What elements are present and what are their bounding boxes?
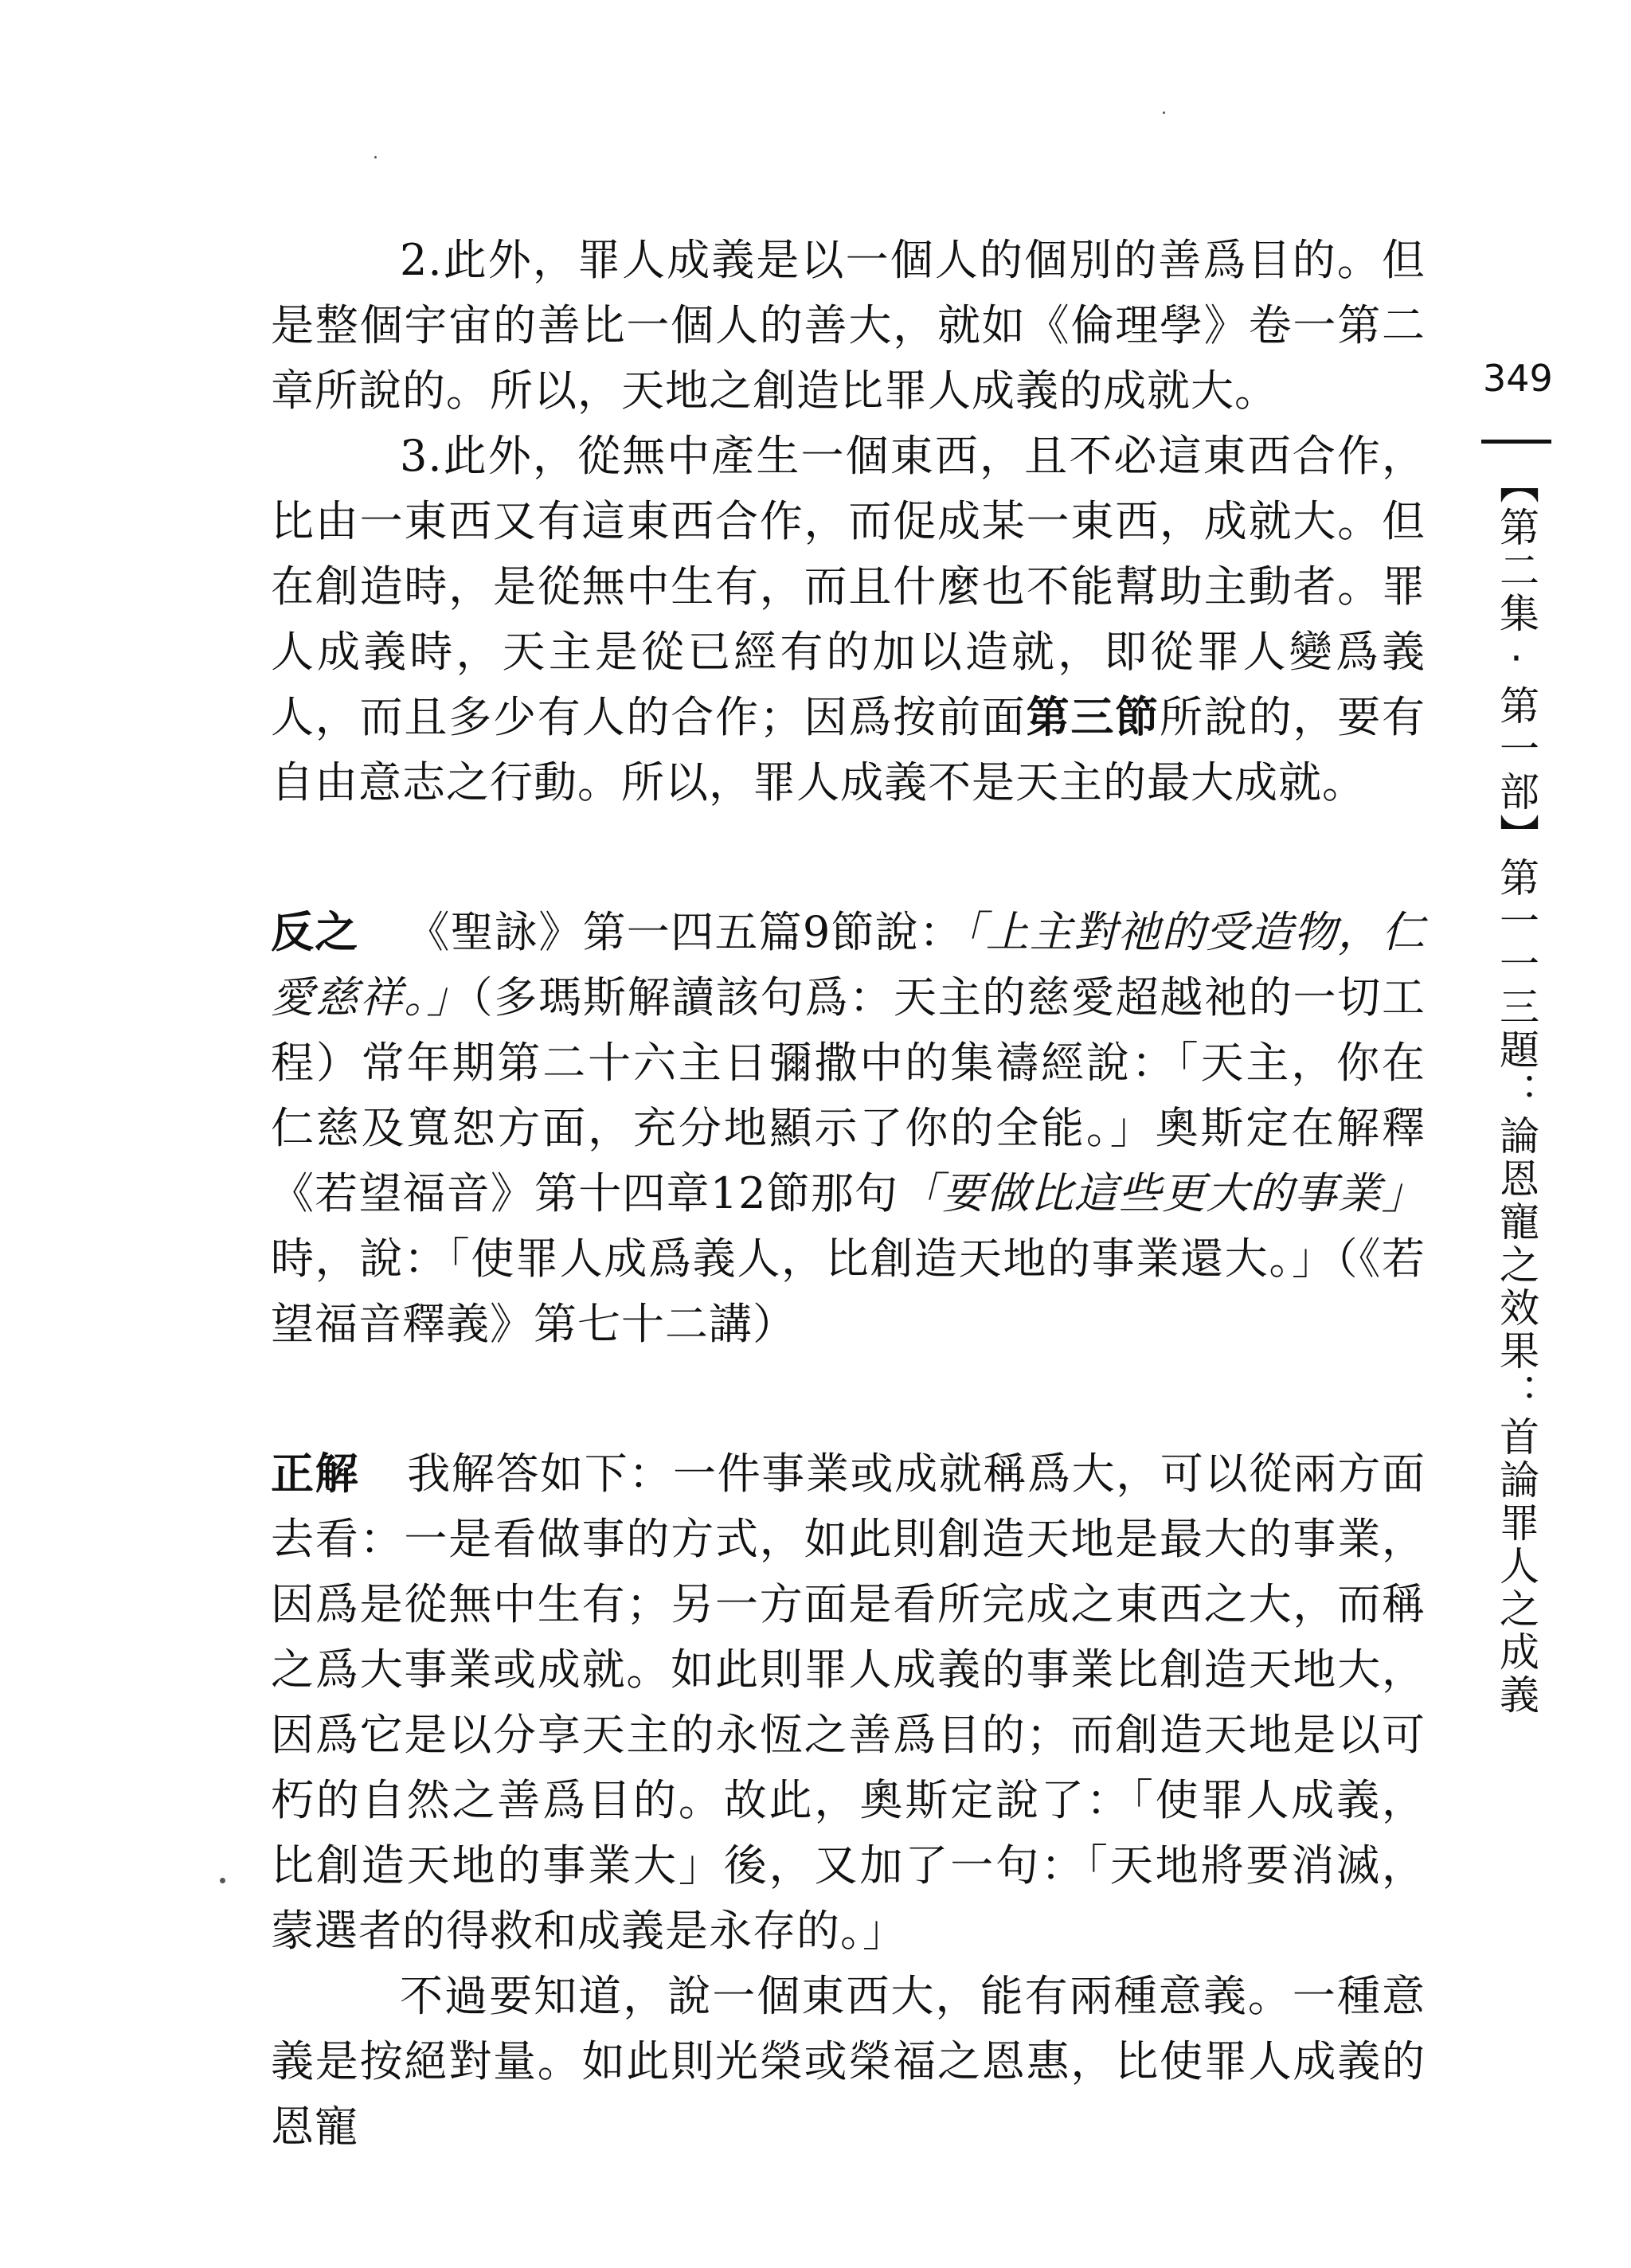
paragraph-sed-contra bbox=[271, 900, 1426, 1357]
running-head: 【第二集·第一部】第一一三題：論恩寵之效果：首論罪人之成義 bbox=[1493, 463, 1539, 1717]
sed-contra-text-a: 《聖詠》第一四五篇9節說： bbox=[406, 907, 964, 957]
scan-speck bbox=[1163, 111, 1165, 114]
respondeo-label: 正解 bbox=[271, 1449, 360, 1499]
paragraph-objection-3 bbox=[271, 424, 1426, 815]
paragraph-respondeo bbox=[271, 1441, 1426, 1964]
sed-contra-label: 反之 bbox=[271, 907, 359, 957]
respondeo-text: 我解答如下：一件事業或成就稱爲大，可以從兩方面去看：一是看做事的方式，如此則創造天地是最大的事業，因爲是從無中生有；另一方面是看所完成之東西之大，而稱之爲大事業或成就。如此則罪人成義的事業比創造天地大，因爲它是以分享天主的永恆之善爲目的；而創造天地是以可朽的自然之善爲目的。故此，奧斯定說了：「使罪人成義，比創造天地的事業大」後，又加了一句：「天地將要消滅，蒙選者的得救和成義是永存的。」 bbox=[271, 1449, 1426, 1956]
scan-speck bbox=[374, 156, 377, 158]
sed-contra-text-b: （多瑪斯解讀該句爲：天主的慈愛超越祂的一切工程）常年期第二十六主日彌撒中的集禱經說：「天主，你在仁慈及寬恕方面，充分地顯示了你的全能。」奧斯定在解釋《若望福音》第十四章12節那句 bbox=[271, 972, 1426, 1218]
paragraph-continuation: 不過要知道，說一個東西大，能有兩種意義。一種意義是按絕對量。如此則光榮或榮福之恩惠，比使罪人成義的恩寵 bbox=[271, 1971, 1426, 2152]
section-reference: 第三節 bbox=[1026, 692, 1160, 742]
side-rule bbox=[1481, 440, 1551, 444]
page-number: 349 bbox=[1483, 357, 1553, 400]
paragraph-objection-2: 2.此外，罪人成義是以一個人的個別的善爲目的。但是整個宇宙的善比一個人的善大，就如《倫理學》卷一第二章所說的。所以，天地之創造比罪人成義的成就大。 bbox=[271, 235, 1426, 416]
body-text bbox=[271, 228, 1426, 2160]
scan-speck bbox=[220, 1878, 225, 1883]
objection-3-text-a: 3.此外，從無中產生一個東西，且不必這東西合作，比由一東西又有這東西合作，而促成某一東西，成就大。但在創造時，是從無中生有，而且什麼也不能幫助主動者。罪人成義時，天主是從已經有的加以造就，即從罪人變爲義人，而且多少有人的合作；因爲按前面 bbox=[271, 431, 1426, 742]
sed-contra-text-c: 時，說：「使罪人成爲義人，比創造天地的事業還大。」（《若望福音釋義》第七十二講） bbox=[271, 1234, 1426, 1349]
objection-3-text-b: 所說的，要有自由意志之行動。所以，罪人成義不是天主的最大成就。 bbox=[271, 692, 1426, 807]
psalm-quote: 「上主對祂的受造物，仁愛慈祥。」 bbox=[271, 907, 1426, 1023]
gospel-quote: 「要做比這些更大的事業」 bbox=[898, 1168, 1426, 1218]
